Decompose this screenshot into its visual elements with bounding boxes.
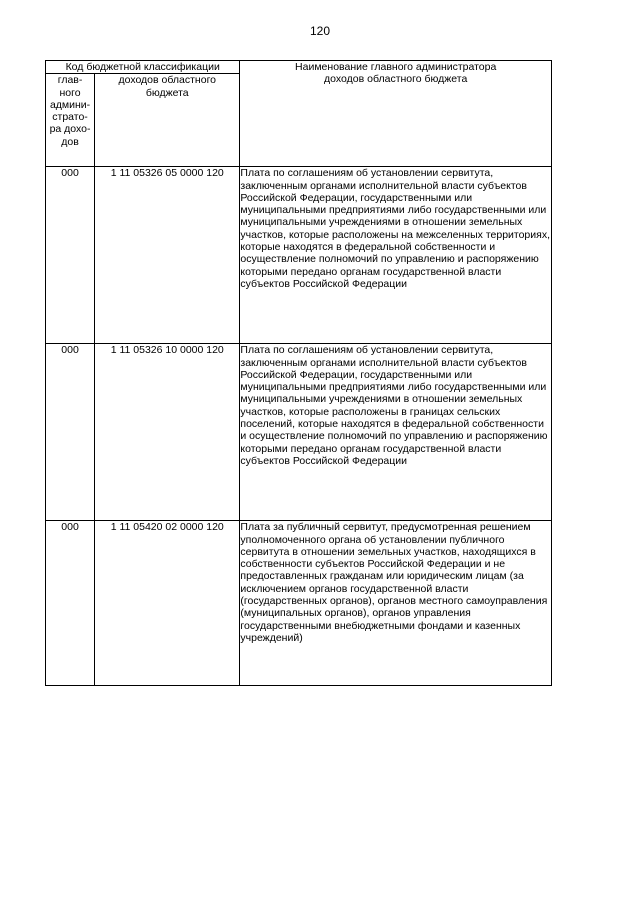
regional-budget-income-header-text: доходов областного бюджета: [118, 74, 217, 99]
table-row: [46, 521, 552, 686]
table-header-row: [46, 61, 552, 74]
regional-budget-income-header: [95, 74, 240, 167]
administrator-code-cell: 000: [46, 167, 95, 344]
table-row: [46, 167, 552, 344]
page-number: 120: [309, 24, 331, 38]
chief-administrator-header: [46, 74, 95, 167]
income-name-cell: Плата за публичный сервитут, предусмотренная решением уполномоченного органа об установлении публичного сервитута в отношении земельных участков, находящихся в собственности субъектов Российской Федерации и не предоставленных гражданам или юридическим лицам (за исключением органов государственной власти (государственных органов), органов местного самоуправления (муниципальных органов), органов управления государственными внебюджетными фондами и казенных учреждений): [240, 521, 552, 686]
administrator-code-cell: 000: [46, 344, 95, 521]
income-code-cell: 1 11 05326 05 0000 120: [95, 167, 240, 344]
chief-administrator-header-text: глав- ного админи- страто- ра дохо- дов: [49, 74, 91, 148]
income-code-cell: 1 11 05326 10 0000 120: [95, 344, 240, 521]
income-name-cell: Плата по соглашениям об установлении сервитута, заключенным органами исполнительной власти субъектов Российской Федерации, государственными или муниципальными предприятиями либо государственными или муниципальными учреждениями в отношении земельных участков, которые расположены на межселенных территориях, которые находятся в федеральной собственности и осуществление полномочий по управлению и распоряжению которыми передано органам государственной власти субъектов Российской Федерации: [240, 167, 552, 344]
administrator-code-cell: 000: [46, 521, 95, 686]
budget-code-group-header: Код бюджетной классификации: [46, 61, 240, 74]
administrator-name-header-text: Наименование главного администратора доходов областного бюджета: [295, 61, 497, 86]
table-row: [46, 344, 552, 521]
budget-classification-table: [45, 60, 552, 686]
administrator-name-header: [240, 61, 552, 167]
income-name-cell: Плата по соглашениям об установлении сервитута, заключенным органами исполнительной власти субъектов Российской Федерации, государственными или муниципальными предприятиями либо государственными или муниципальными учреждениями в отношении земельных участков, которые расположены в границах сельских поселений, которые находятся в федеральной собственности и осуществление полномочий по управлению и распоряжению которыми передано органам государственной власти субъектов Российской Федерации: [240, 344, 552, 521]
income-code-cell: 1 11 05420 02 0000 120: [95, 521, 240, 686]
